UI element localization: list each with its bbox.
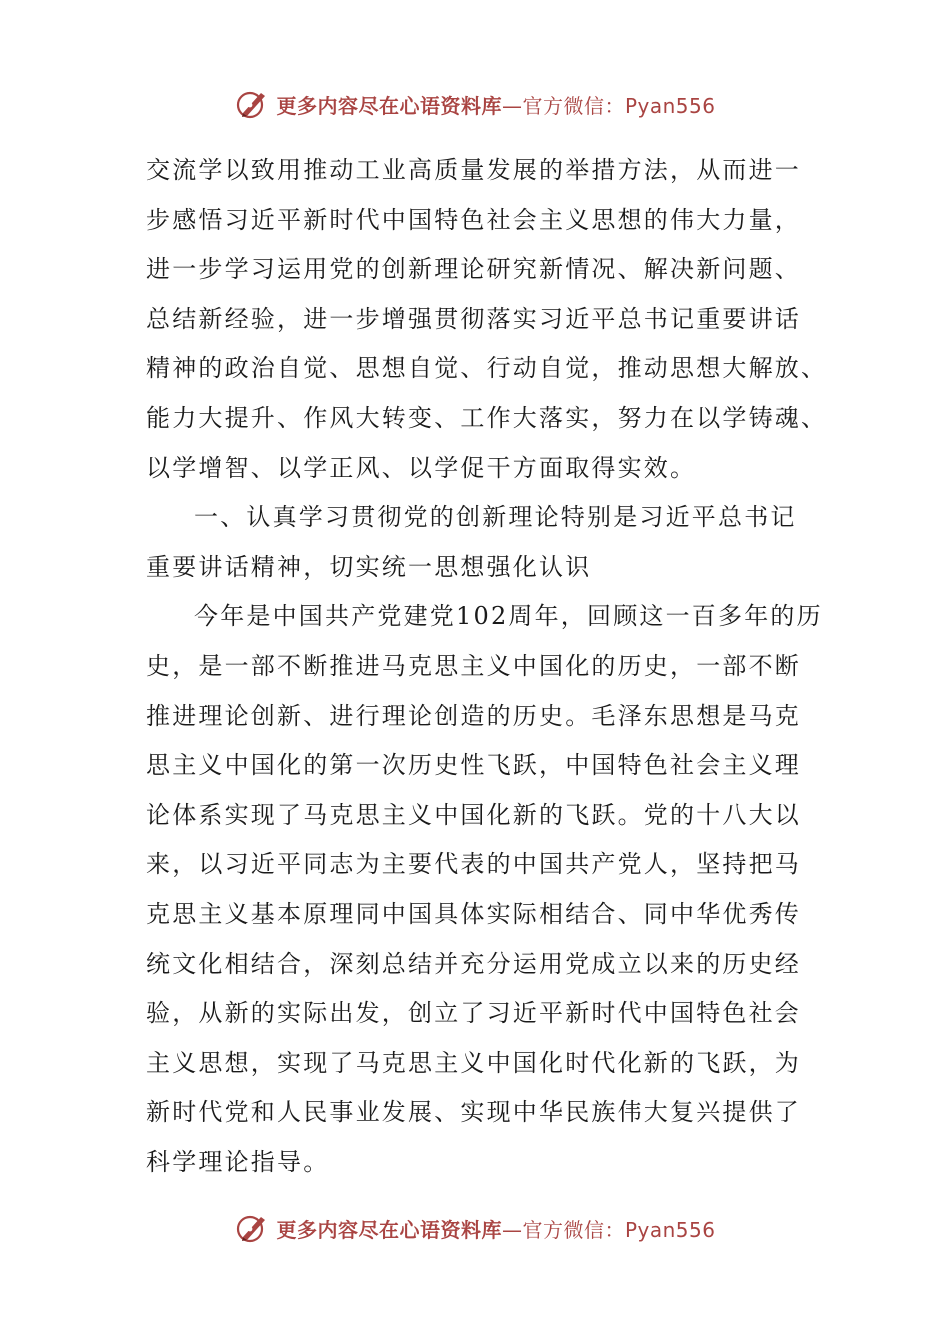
pen-logo-icon (234, 1210, 270, 1246)
text-line: 今年是中国共产党建党102周年，回顾这一百多年的历 (194, 602, 823, 631)
text-line: 能力大提升、作风大转变、工作大落实，努力在以学铸魂、 (146, 403, 828, 432)
text-line: 史，是一部不断推进马克思主义中国化的历史，一部不断 (146, 651, 801, 680)
text-line: 推进理论创新、进行理论创造的历史。毛泽东思想是马克 (146, 701, 801, 730)
text-line: 总结新经验，进一步增强贯彻落实习近平总书记重要讲话 (146, 304, 801, 333)
watermark-text-rest: —官方微信：Pyan556 (501, 1217, 716, 1242)
text-line: 科学理论指导。 (146, 1147, 330, 1176)
text-line: 以学增智、以学正风、以学促干方面取得实效。 (146, 453, 697, 482)
text-line: 交流学以致用推动工业高质量发展的举措方法，从而进一 (146, 156, 801, 184)
header-watermark (0, 84, 950, 124)
document-body (146, 146, 828, 1187)
watermark-text-rest: —官方微信：Pyan556 (501, 93, 716, 118)
watermark-text (276, 90, 715, 119)
text-line: 论体系实现了马克思主义中国化新的飞跃。党的十八大以 (146, 800, 801, 829)
text-line: 重要讲话精神，切实统一思想强化认识 (146, 552, 592, 581)
text-line: 克思主义基本原理同中国具体实际相结合、同中华优秀传 (146, 899, 801, 928)
pen-logo-icon (234, 86, 270, 122)
text-line: 主义思想，实现了马克思主义中国化时代化新的飞跃，为 (146, 1048, 801, 1077)
watermark-text-bold: 更多内容尽在心语资料库 (276, 1217, 502, 1242)
text-line: 步感悟习近平新时代中国特色社会主义思想的伟大力量， (146, 205, 801, 234)
watermark-text-bold: 更多内容尽在心语资料库 (276, 93, 502, 118)
footer-watermark (0, 1208, 950, 1248)
text-line: 新时代党和人民事业发展、实现中华民族伟大复兴提供了 (146, 1098, 801, 1127)
text-line: 来，以习近平同志为主要代表的中国共产党人，坚持把马 (146, 850, 801, 879)
text-line: 进一步学习运用党的创新理论研究新情况、解决新问题、 (146, 255, 801, 284)
text-line: 统文化相结合，深刻总结并充分运用党成立以来的历史经 (146, 949, 801, 978)
text-line: 一、认真学习贯彻党的创新理论特别是习近平总书记 (194, 503, 797, 532)
text-line: 精神的政治自觉、思想自觉、行动自觉，推动思想大解放、 (146, 354, 828, 383)
watermark-text (276, 1214, 715, 1243)
text-line: 思主义中国化的第一次历史性飞跃，中国特色社会主义理 (146, 751, 801, 780)
text-line: 验，从新的实际出发，创立了习近平新时代中国特色社会 (146, 999, 801, 1028)
